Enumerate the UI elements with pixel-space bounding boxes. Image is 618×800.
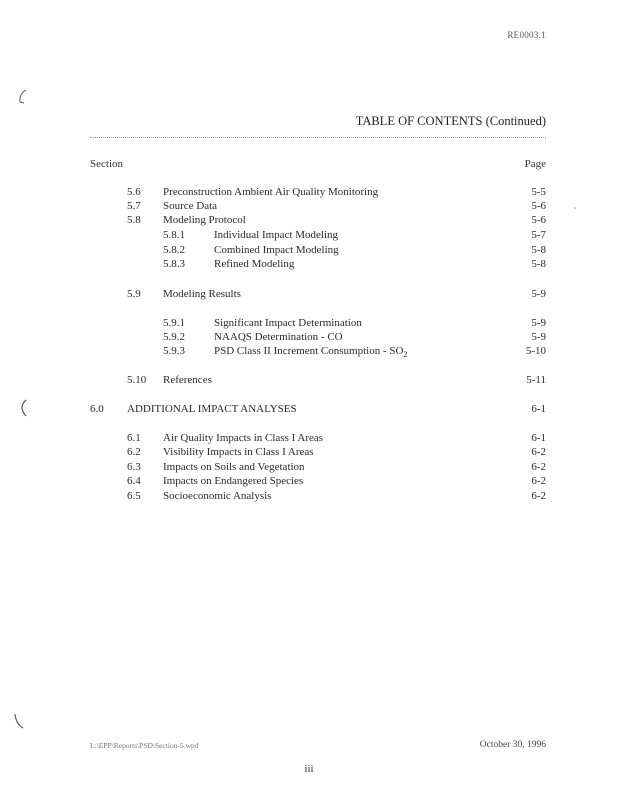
toc-entry-number: 5.8.2 [163,244,185,256]
toc-entry-number: 5.6 [127,186,141,198]
toc-entry [0,432,618,446]
toc-entry-title: Socioeconomic Analysis [163,490,272,502]
toc-entry-title: Air Quality Impacts in Class I Areas [163,432,324,444]
toc-entry-page: 5-9 [531,288,546,300]
toc-entry-number: 5.10 [127,374,147,386]
toc-entry-page: 6-1 [531,403,546,415]
toc-entry-number: 5.9.2 [163,331,185,343]
toc-entry-page: 6-2 [531,446,546,458]
toc-entry-title: Source Data [163,200,218,212]
toc-entry-title: Refined Modeling [214,258,295,270]
toc-entry-number: 6.0 [90,403,104,415]
toc-entry-title [214,345,407,359]
toc-entry [0,214,618,228]
toc-entry-page: 5-11 [526,374,546,386]
toc-entry-title: Preconstruction Ambient Air Quality Monitoring [163,186,379,198]
toc-entry [0,475,618,489]
toc-entry-title: Individual Impact Modeling [214,229,339,241]
toc-entry-title: Impacts on Endangered Species [163,475,304,487]
toc-entry-page: 5-6 [531,200,546,212]
page-column-header: Page [524,158,546,170]
title-divider [90,137,546,138]
toc-entry-title: Modeling Protocol [163,214,246,226]
document-id: RE0003.1 [507,30,546,40]
toc-subentry [0,258,618,272]
toc-entry-title: Combined Impact Modeling [214,244,339,256]
toc-entry [0,490,618,504]
toc-entry-number: 6.2 [127,446,141,458]
toc-entry-number: 5.8.1 [163,229,185,241]
toc-chapter [0,403,618,417]
page-title: TABLE OF CONTENTS (Continued) [355,114,546,128]
toc-entry-title: Modeling Results [163,288,241,300]
toc-entry [0,200,618,214]
toc-entry-title: NAAQS Determination - CO [214,331,343,343]
toc-entry-title-text: PSD Class II Increment Consumption - SO [214,345,404,357]
toc-entry-page: 5-9 [531,331,546,343]
footer-file-path: L:\EPP\Reports\PSD\Section-5.wpd [90,741,199,750]
toc-entry [0,461,618,475]
toc-entry-number: 6.4 [127,475,141,487]
toc-entry-title: References [163,374,212,386]
section-column-header: Section [90,158,123,170]
toc-entry-number: 5.9 [127,288,141,300]
toc-entry-page: 5-8 [531,258,546,270]
subscript: 2 [403,350,408,360]
toc-entry-page: 5-7 [531,229,546,241]
toc-entry-number: 5.9.1 [163,317,185,329]
toc-entry [0,186,618,200]
toc-subentry [0,229,618,243]
toc-entry-number: 6.1 [127,432,141,444]
toc-entry-page: 5-10 [525,345,546,357]
toc-subentry [0,317,618,331]
page-number: iii [304,763,314,775]
toc-entry-page: 6-2 [531,490,546,502]
toc-entry-title: Significant Impact Determination [214,317,362,329]
hole-punch-mark-bottom [12,712,26,732]
toc-subentry [0,244,618,258]
toc-entry-page: 5-8 [531,244,546,256]
toc-entry-title: Visibility Impacts in Class I Areas [163,446,314,458]
toc-entry-number: 5.8 [127,214,141,226]
toc-entry-page: 6-1 [531,432,546,444]
toc-entry-page: 5-9 [531,317,546,329]
hole-punch-mark-top [16,88,30,106]
toc-entry-number: 5.7 [127,200,141,212]
toc-subentry [0,345,618,359]
toc-entry-page: 6-2 [531,461,546,473]
toc-entry-page: 5-6 [531,214,546,226]
toc-entry-number: 5.9.3 [163,345,185,357]
toc-entry-number: 5.8.3 [163,258,185,270]
toc-entry-page: 6-2 [531,475,546,487]
toc-entry-page: 5-5 [531,186,546,198]
toc-entry [0,446,618,460]
toc-entry-title: Impacts on Soils and Vegetation [163,461,305,473]
toc-entry-number: 6.3 [127,461,141,473]
toc-entry-title: ADDITIONAL IMPACT ANALYSES [127,403,297,415]
footer-date: October 30, 1996 [479,740,546,750]
toc-entry [0,288,618,302]
toc-entry [0,374,618,388]
toc-subentry [0,331,618,345]
toc-entry-number: 6.5 [127,490,141,502]
